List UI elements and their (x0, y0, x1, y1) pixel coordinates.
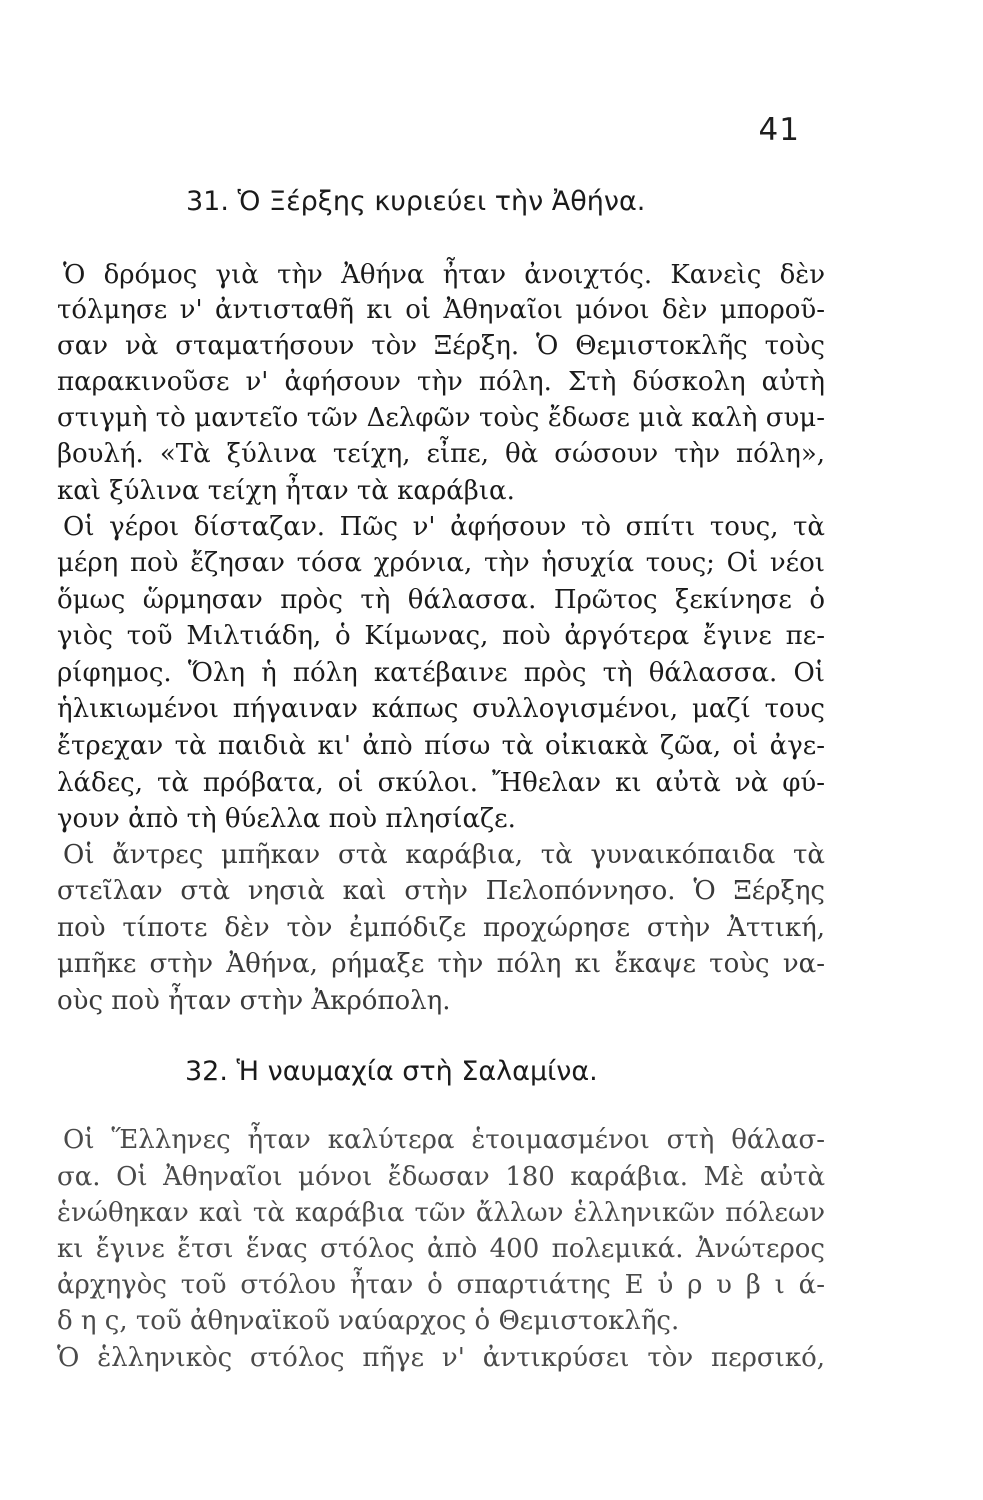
text-line: ὅμως ὥρμησαν πρὸς τὴ θάλασσα. Πρῶτος ξεκίνησε ὁ (57, 585, 825, 615)
text-line: Οἱ γέροι δίσταζαν. Πῶς ν' ἀφήσουν τὸ σπίτι τους, τὰ (63, 512, 825, 542)
text-line: ἑνώθηκαν καὶ τὰ καράβια τῶν ἄλλων ἑλληνικῶν πόλεων (57, 1198, 825, 1228)
text-line: στιγμὴ τὸ μαντεῖο τῶν Δελφῶν τοὺς ἔδωσε μιὰ καλὴ συμ- (57, 403, 825, 433)
text-line: Οἱ Ἕλληνες ἦταν καλύτερα ἑτοιμασμένοι στὴ θάλασ- (63, 1125, 825, 1155)
text-line: οὺς ποὺ ἦταν στὴν Ἀκρόπολη. (57, 986, 451, 1016)
text-line: στεῖλαν στὰ νησιὰ καὶ στὴν Πελοπόννησο. Ὁ Ξέρξης (57, 876, 825, 906)
page-number: 41 (758, 112, 800, 148)
text-line: τόλμησε ν' ἀντισταθῆ κι οἱ Ἀθηναῖοι μόνοι δὲν μποροῦ- (57, 295, 825, 325)
text-line: σαν νὰ σταματήσουν τὸν Ξέρξη. Ὁ Θεμιστοκλῆς τοὺς (57, 331, 825, 361)
text-line: παρακινοῦσε ν' ἀφήσουν τὴν πόλη. Στὴ δύσκολη αὐτὴ (57, 367, 825, 397)
text-line: Ὁ ἑλληνικὸς στόλος πῆγε ν' ἀντικρύσει τὸν περσικό, (57, 1343, 825, 1373)
text-line: ρίφημος. Ὅλη ἡ πόλη κατέβαινε πρὸς τὴ θάλασσα. Οἱ (57, 658, 825, 688)
text-line: βουλή. «Τὰ ξύλινα τείχη, εἶπε, θὰ σώσουν τὴν πόλη», (57, 439, 825, 469)
text-line: μέρη ποὺ ἔζησαν τόσα χρόνια, τὴν ἡσυχία τους; Οἱ νέοι (57, 548, 825, 578)
text-line: Οἱ ἄντρες μπῆκαν στὰ καράβια, τὰ γυναικόπαιδα τὰ (63, 840, 825, 870)
text-line: σα. Οἱ Ἀθηναῖοι μόνοι ἔδωσαν 180 καράβια. Μὲ αὐτὰ (57, 1162, 825, 1192)
text-line: καὶ ξύλινα τείχη ἦταν τὰ καράβια. (57, 476, 515, 506)
text-line: γιὸς τοῦ Μιλτιάδη, ὁ Κίμωνας, ποὺ ἀργότερα ἔγινε πε- (57, 621, 825, 651)
text-line: ἡλικιωμένοι πήγαιναν κάπως συλλογισμένοι, μαζί τους (57, 694, 825, 724)
text-line: Ὁ δρόμος γιὰ τὴν Ἀθήνα ἦταν ἀνοιχτός. Κανεὶς δὲν (63, 260, 825, 290)
text-line: κι ἔγινε ἔτσι ἕνας στόλος ἀπὸ 400 πολεμικά. Ἀνώτερος (57, 1234, 825, 1264)
section-heading: 32. Ἡ ναυμαχία στὴ Σαλαμίνα. (185, 1056, 598, 1087)
text-line: λάδες, τὰ πρόβατα, οἱ σκύλοι. Ἤθελαν κι αὐτὰ νὰ φύ- (57, 768, 825, 798)
text-line: ἀρχηγὸς τοῦ στόλου ἦταν ὁ σπαρτιάτης Ε ὐ ρ υ β ι ά- (57, 1270, 825, 1300)
text-line: ποὺ τίποτε δὲν τὸν ἐμπόδιζε προχώρησε στὴν Ἀττική, (57, 913, 825, 943)
text-line: ἔτρεχαν τὰ παιδιὰ κι' ἀπὸ πίσω τὰ οἰκιακὰ ζῶα, οἱ ἀγε- (57, 731, 825, 761)
text-line: μπῆκε στὴν Ἀθήνα, ρήμαξε τὴν πόλη κι ἔκαψε τοὺς να- (57, 949, 825, 979)
text-line: γουν ἀπὸ τὴ θύελλα ποὺ πλησίαζε. (57, 804, 516, 834)
text-line: δ η ς, τοῦ ἀθηναϊκοῦ ναύαρχος ὁ Θεμιστοκλῆς. (57, 1306, 680, 1336)
section-heading: 31. Ὁ Ξέρξης κυριεύει τὴν Ἀθήνα. (186, 186, 646, 217)
